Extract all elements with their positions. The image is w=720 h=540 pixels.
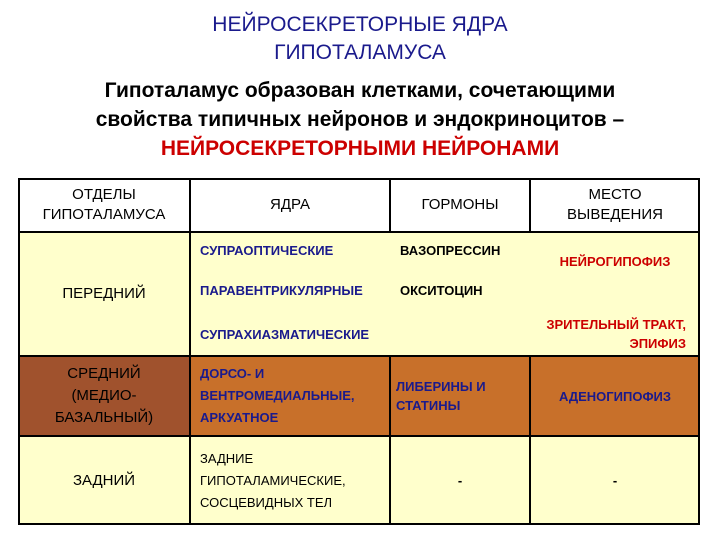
nucleus-posterior-line1: ЗАДНИЕ: [200, 450, 254, 466]
site-optic-tract-line2: ЭПИФИЗ: [629, 336, 686, 351]
nucleus-posterior-line2: ГИПОТАЛАМИЧЕСКИЕ,: [200, 472, 346, 488]
hormone-posterior: -: [457, 473, 463, 488]
dept-anterior: ПЕРЕДНИЙ: [62, 285, 146, 302]
hormone-liberins-line1: ЛИБЕРИНЫ И: [396, 379, 486, 394]
header-nuclei: ЯДРА: [270, 196, 310, 213]
header-site-line1: МЕСТО: [588, 186, 642, 203]
nucleus-dorso-line3: АРКУАТНОЕ: [200, 410, 279, 425]
subtitle-line-2: свойства типичных нейронов и эндокриноцитов –: [95, 108, 625, 131]
header-hormones: ГОРМОНЫ: [421, 196, 499, 213]
subtitle-line-1: Гипоталамус образован клетками, сочетающими: [104, 79, 616, 102]
nucleus-supraoptic: СУПРАОПТИЧЕСКИЕ: [200, 242, 334, 258]
hormone-oxytocin: ОКСИТОЦИН: [400, 282, 483, 298]
table-border: [18, 178, 700, 525]
nucleus-dorso-line1: ДОРСО- И: [200, 366, 265, 381]
title-line-1: НЕЙРОСЕКРЕТОРНЫЕ ЯДРА: [212, 13, 508, 36]
nucleus-suprachiasmatic: СУПРАХИАЗМАТИЧЕСКИЕ: [200, 326, 370, 342]
site-adenohypophysis: АДЕНОГИПОФИЗ: [558, 388, 672, 404]
header-departments-line2: ГИПОТАЛАМУСА: [42, 206, 166, 223]
site-neurohypophysis: НЕЙРОГИПОФИЗ: [559, 254, 671, 269]
header-site-line2: ВЫВЕДЕНИЯ: [567, 206, 663, 223]
dept-middle-line2: (МЕДИО-: [71, 387, 137, 404]
site-posterior: -: [612, 473, 618, 488]
subtitle-line-3: НЕЙРОСЕКРЕТОРНЫМИ НЕЙРОНАМИ: [160, 137, 560, 160]
nucleus-posterior-line3: СОСЦЕВИДНЫХ ТЕЛ: [200, 494, 333, 510]
header-departments-line1: ОТДЕЛЫ: [72, 186, 136, 203]
nucleus-dorso-line2: ВЕНТРОМЕДИАЛЬНЫЕ,: [200, 388, 355, 403]
title-line-2: ГИПОТАЛАМУСА: [274, 41, 446, 64]
dept-posterior: ЗАДНИЙ: [72, 471, 136, 489]
nucleus-paraventricular: ПАРАВЕНТРИКУЛЯРНЫЕ: [200, 282, 363, 298]
site-optic-tract-line1: ЗРИТЕЛЬНЫЙ ТРАКТ,: [546, 317, 686, 332]
hormone-liberins-line2: СТАТИНЫ: [396, 398, 461, 413]
dept-middle-line1: СРЕДНИЙ: [67, 365, 141, 382]
hormone-vasopressin: ВАЗОПРЕССИН: [400, 242, 501, 258]
hypothalamus-table: [18, 178, 700, 525]
dept-middle-line3: БАЗАЛЬНЫЙ): [54, 409, 154, 426]
